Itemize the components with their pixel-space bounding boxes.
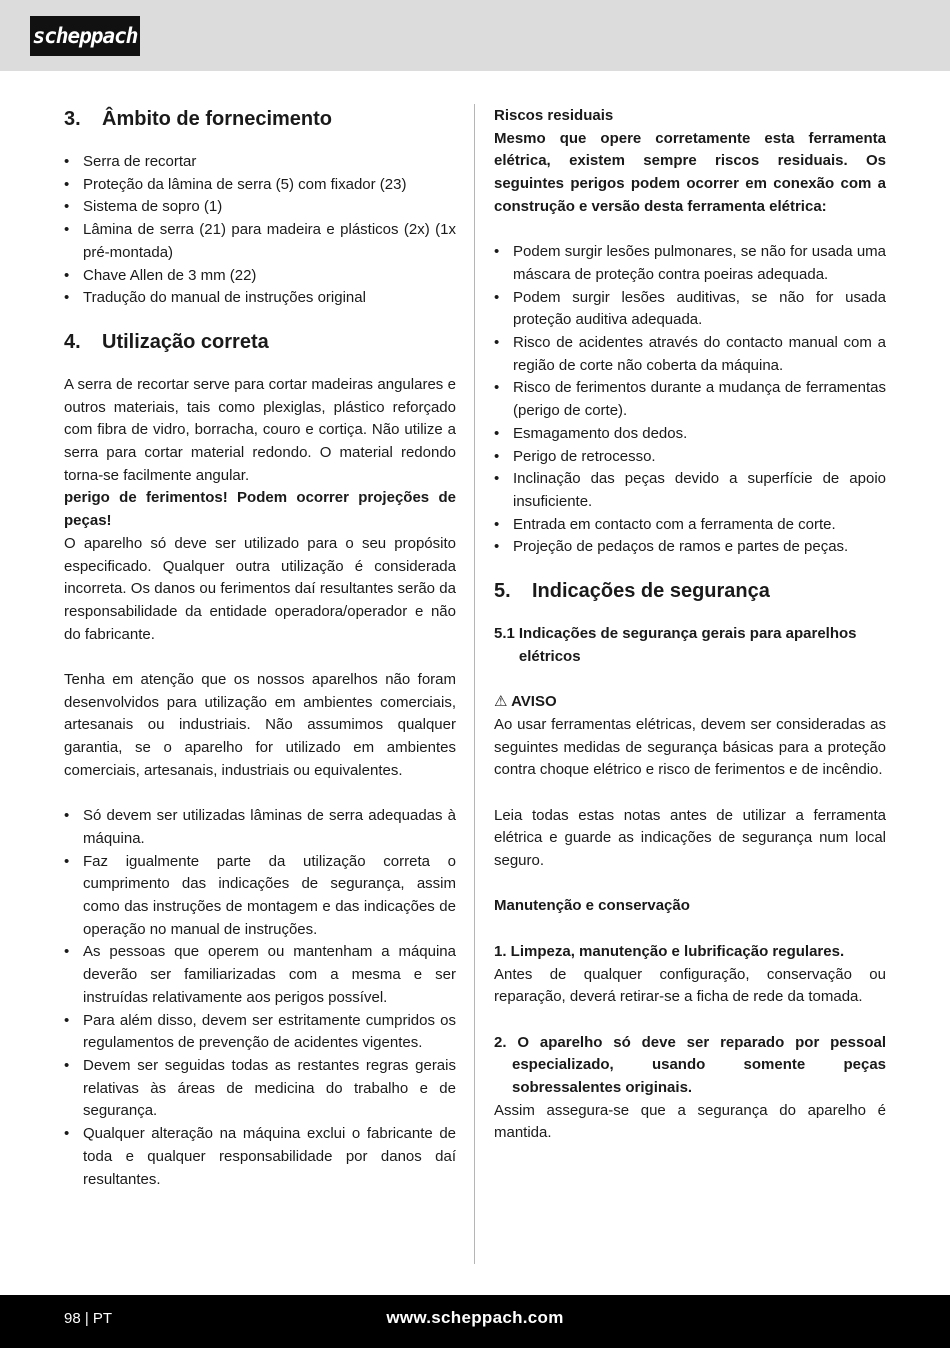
list-item: • Entrada em contacto com a ferramenta de corte. — [494, 514, 886, 537]
scheppach-logo: scheppach — [30, 16, 140, 56]
list-item: • Sistema de sopro (1) — [64, 196, 456, 219]
column-divider — [474, 104, 475, 1264]
delivery-list — [64, 151, 456, 310]
list-item: • As pessoas que operem ou mantenham a máquina deverão ser familiarizadas com a mesma e ser instruídas relativamente aos perigos possível. — [64, 941, 456, 1009]
section-number: 3. — [64, 108, 81, 130]
left-column — [64, 105, 456, 1191]
paragraph: Leia todas estas notas antes de utilizar a ferramenta elétrica e guarde as indicações de segurança num local seguro. — [494, 806, 886, 870]
paragraph: O aparelho só deve ser utilizado para o seu propósito especificado. Qualquer outra utilização é considerada incorreta. Os danos ou ferimentos daí resultantes serão da responsabilidade da entidade operadora/operador e não do fabricante. — [64, 534, 456, 643]
warning-icon: ⚠ — [494, 693, 508, 711]
subsection-title: Indicações de segurança gerais para aparelhos elétricos — [518, 625, 857, 665]
section-5-heading — [494, 577, 886, 605]
list-item: • Lâmina de serra (21) para madeira e plásticos (2x) (1x pré-montada) — [64, 219, 456, 264]
list-item: • Inclinação das peças devido a superfície de apoio insuficiente. — [494, 468, 886, 513]
section-number: 4. — [64, 330, 81, 353]
list-item: • Risco de acidentes através do contacto manual com a região de corte não coberta da máquina. — [494, 332, 886, 377]
usage-list — [64, 805, 456, 1191]
list-item: • Esmagamento dos dedos. — [494, 423, 886, 446]
list-item: • Serra de recortar — [64, 151, 456, 174]
list-item: • Faz igualmente parte da utilização correta o cumprimento das indicações de segurança, assim como das instruções de montagem e das indicações de operação no manual de instruções. — [64, 851, 456, 942]
list-item: • Risco de ferimentos durante a mudança de ferramentas (perigo de corte). — [494, 377, 886, 422]
risks-list — [494, 241, 886, 559]
danger-note: perigo de ferimentos! Podem ocorrer projeções de peças! — [64, 489, 456, 530]
list-item: • Proteção da lâmina de serra (5) com fixador (23) — [64, 174, 456, 197]
subsection-5-1-heading — [494, 623, 886, 668]
section-3-heading — [64, 105, 456, 133]
list-item: • Só devem ser utilizadas lâminas de serra adequadas à máquina. — [64, 805, 456, 850]
website-url: www.scheppach.com — [386, 1308, 564, 1327]
maintenance-item-1-title: 1. Limpeza, manutenção e lubrificação regulares. — [494, 942, 845, 960]
list-item: • Podem surgir lesões pulmonares, se não for usada uma máscara de proteção contra poeiras adequada. — [494, 241, 886, 286]
list-item: • Devem ser seguidas todas as restantes regras gerais relativas às áreas de medicina do trabalho e de segurança. — [64, 1055, 456, 1123]
maintenance-title: Manutenção e conservação — [494, 897, 690, 915]
maintenance-item-2-title: 2. O aparelho só deve ser reparado por pessoal especializado, usando somente peças sobressalentes originais. — [494, 1033, 886, 1097]
section-4-heading — [64, 328, 456, 356]
list-item: • Projeção de pedaços de ramos e partes de peças. — [494, 536, 886, 559]
section-number: 5. — [494, 580, 511, 603]
list-item: • Qualquer alteração na máquina exclui o fabricante de toda e qualquer responsabilidade por danos daí resultantes. — [64, 1123, 456, 1191]
list-item: • Perigo de retrocesso. — [494, 446, 886, 469]
paragraph: Antes de qualquer configuração, conservação ou reparação, deverá retirar-se a ficha de rede da tomada. — [494, 965, 886, 1006]
risks-intro: Mesmo que opere corretamente esta ferramenta elétrica, existem sempre riscos residuais. Os seguintes perigos podem ocorrer em conexão com a construção e versão desta ferramenta elétrica: — [494, 129, 886, 215]
paragraph: Assim assegura-se que a segurança do aparelho é mantida. — [494, 1101, 886, 1142]
list-item: • Podem surgir lesões auditivas, se não for usada proteção auditiva adequada. — [494, 287, 886, 332]
subsection-number: 5.1 — [494, 625, 515, 643]
paragraph: Tenha em atenção que os nossos aparelhos não foram desenvolvidos para utilização em ambientes comerciais, artesanais ou industriais. Não assumimos qualquer garantia, se o aparelho for utilizado em ambientes comerciais, artesanais, industriais ou equivalentes. — [64, 671, 456, 779]
right-column — [494, 105, 886, 1145]
warning-label: AVISO — [511, 693, 557, 711]
list-item: • Chave Allen de 3 mm (22) — [64, 265, 456, 288]
section-title: Indicações de segurança — [532, 580, 770, 603]
section-title: Utilização correta — [102, 330, 269, 353]
list-item: • Para além disso, devem ser estritamente cumpridos os regulamentos de prevenção de acidentes vigentes. — [64, 1010, 456, 1055]
section-title: Âmbito de fornecimento — [102, 108, 333, 130]
warning-heading — [494, 691, 886, 714]
page-header — [0, 0, 950, 71]
list-item: • Tradução do manual de instruções original — [64, 287, 456, 310]
page-footer — [0, 1295, 950, 1348]
risks-title: Riscos residuais — [494, 107, 614, 124]
page-number: 98 | PT — [64, 1310, 113, 1327]
paragraph: A serra de recortar serve para cortar madeiras angulares e outros materiais, tais como plexiglas, plástico reforçado com fibra de vidro, borracha, couro e cortiça. Não utilize a serra para cortar material redondo. O material redondo torna-se facilmente angular. — [64, 375, 456, 484]
paragraph: Ao usar ferramentas elétricas, devem ser consideradas as seguintes medidas de segurança básicas para a proteção contra choque elétrico e risco de ferimentos e de incêndio. — [494, 715, 886, 779]
